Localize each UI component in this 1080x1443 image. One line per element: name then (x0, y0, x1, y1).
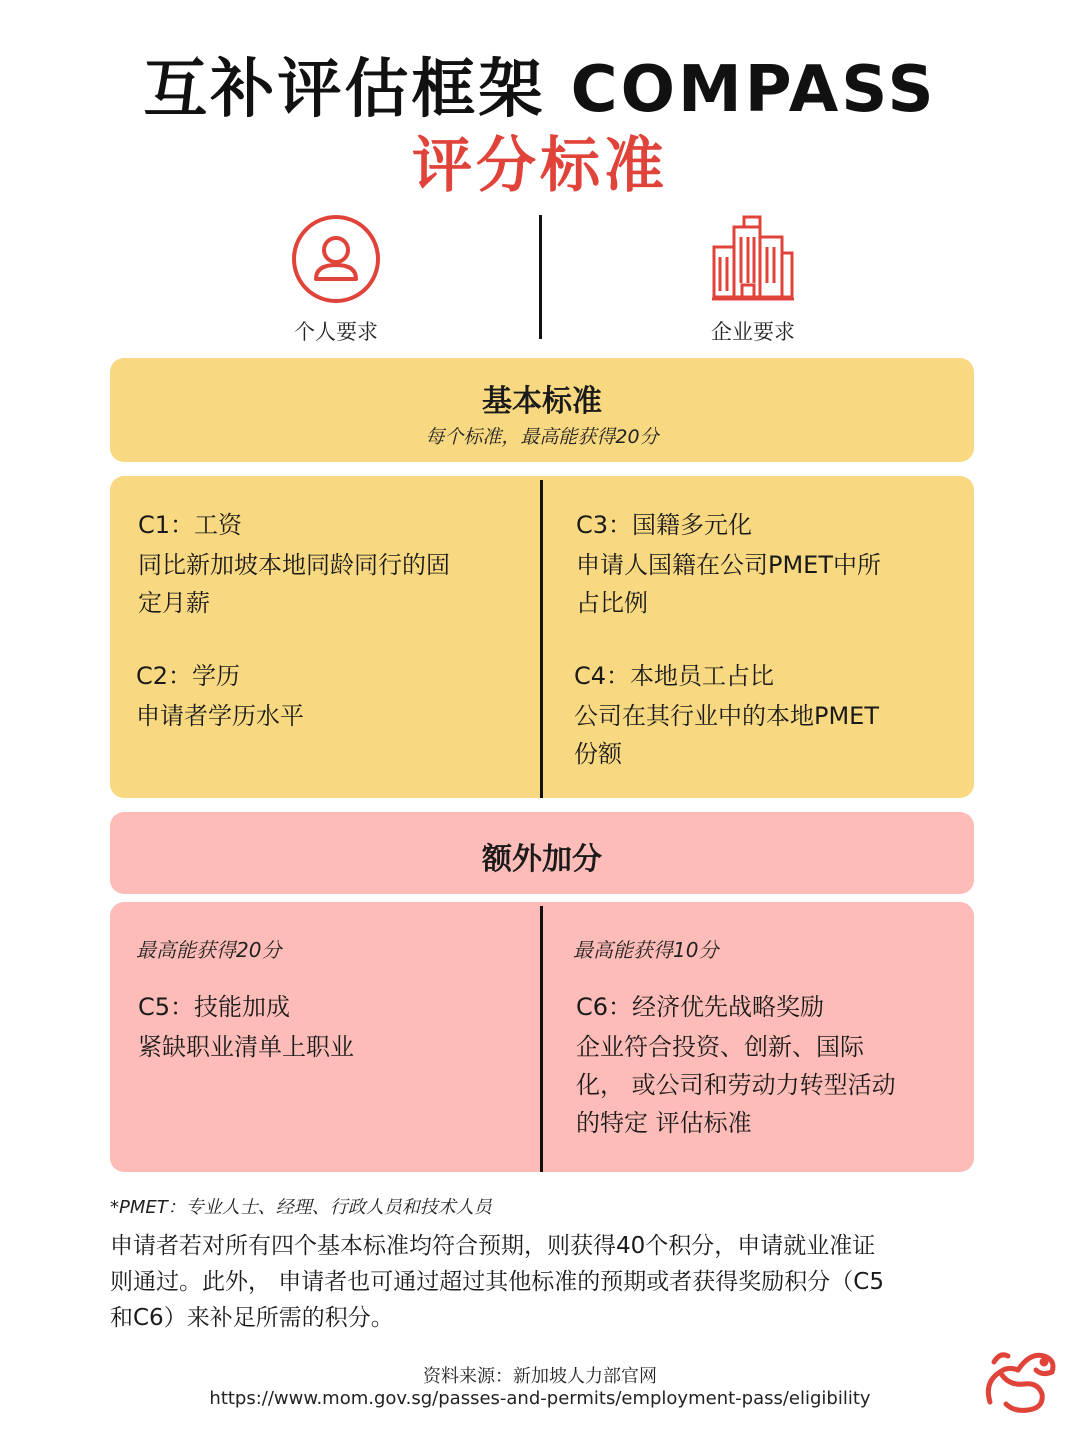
bonus-points-body (110, 902, 974, 1172)
bonus-points-header (110, 812, 974, 894)
basic-criteria-divider (540, 480, 543, 798)
c3-title: C3：国籍多元化 (576, 511, 753, 539)
person-icon (290, 213, 382, 305)
explanation-line3: 和C6）来补足所需的积分。 (110, 1305, 394, 1331)
c2-title: C2：学历 (136, 662, 241, 690)
dragon-logo-icon (978, 1342, 1062, 1418)
bonus-points-divider (540, 906, 543, 1172)
c2-description: 申请者学历水平 (136, 702, 304, 730)
c5-title: C5：技能加成 (138, 993, 291, 1021)
c6-description-line1: 企业符合投资、创新、国际 (576, 1033, 864, 1061)
explanation-line2: 则通过。此外， 申请者也可通过超过其他标准的预期或者获得奖励积分（C5 (110, 1269, 885, 1295)
c1-description-line2: 定月薪 (138, 589, 210, 617)
company-requirements-label: 企业要求 (711, 320, 795, 344)
c4-description-line2: 份额 (574, 740, 622, 768)
pmet-footnote: *PMET：专业人士、经理、行政人员和技术人员 (110, 1197, 492, 1218)
basic-criteria-body (110, 476, 974, 798)
source-url[interactable]: https://www.mom.gov.sg/passes-and-permits/employment-pass/eligibility (209, 1388, 871, 1409)
page-subtitle: 评分标准 (412, 131, 668, 201)
c3-description-line2: 占比例 (576, 589, 648, 617)
basic-criteria-title: 基本标准 (482, 384, 602, 419)
c3-description-line1: 申请人国籍在公司PMET中所 (576, 551, 882, 579)
c4-title: C4：本地员工占比 (574, 662, 775, 690)
basic-criteria-header (110, 358, 974, 462)
explanation-line1: 申请者若对所有四个基本标准均符合预期，则获得40个积分，申请就业准证 (110, 1233, 876, 1259)
c6-max-points: 最高能获得10分 (573, 938, 719, 962)
c5-max-points: 最高能获得20分 (136, 938, 282, 962)
header-divider (539, 215, 542, 339)
source-label: 资料来源：新加坡人力部官网 (423, 1366, 657, 1387)
c6-title: C6：经济优先战略奖励 (576, 993, 825, 1021)
page-title: 互补评估框架 COMPASS (143, 53, 937, 127)
c6-description-line3: 的特定 评估标准 (576, 1109, 752, 1137)
personal-requirements-label: 个人要求 (294, 320, 378, 344)
basic-criteria-subtitle: 每个标准，最高能获得20分 (425, 426, 659, 448)
c1-description-line1: 同比新加坡本地同龄同行的固 (138, 551, 450, 579)
c5-description: 紧缺职业清单上职业 (138, 1033, 354, 1061)
building-icon (710, 213, 796, 303)
c4-description-line1: 公司在其行业中的本地PMET (574, 702, 880, 730)
bonus-points-title: 额外加分 (482, 842, 602, 877)
c1-title: C1：工资 (138, 511, 243, 539)
explanation-paragraph (110, 1228, 970, 1336)
c6-description-line2: 化， 或公司和劳动力转型活动 (576, 1071, 896, 1099)
